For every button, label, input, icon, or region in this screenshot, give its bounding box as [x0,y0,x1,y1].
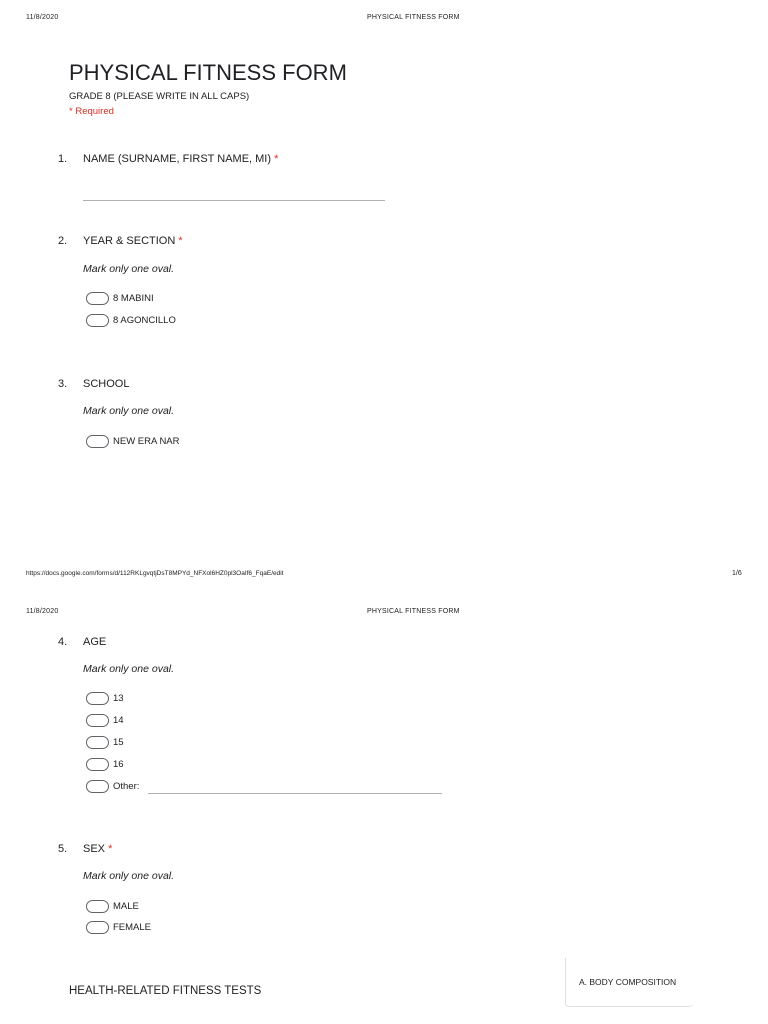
question-2-number: 2. [58,235,68,247]
radio-oval[interactable] [86,714,109,727]
radio-oval[interactable] [86,292,109,305]
question-3-text: SCHOOL [83,378,130,390]
radio-oval[interactable] [86,921,109,934]
question-1-text: NAME (SURNAME, FIRST NAME, MI) [83,153,272,165]
other-age-field[interactable] [148,793,442,794]
question-3-number: 3. [58,378,68,390]
radio-oval[interactable] [86,692,109,705]
question-5-text: SEX [83,843,106,855]
question-1-number: 1. [58,153,68,165]
form-title: PHYSICAL FITNESS FORM [69,60,347,85]
question-4-number: 4. [58,636,68,648]
question-4-label [83,636,106,648]
required-note: * Required [69,106,114,117]
required-asterisk: * [108,843,113,855]
radio-oval[interactable] [86,758,109,771]
question-1-label [83,153,278,165]
question-5-label [83,843,112,855]
radio-oval[interactable] [86,314,109,327]
section-title: HEALTH-RELATED FITNESS TESTS [69,985,262,997]
option-male[interactable] [86,899,139,913]
question-2-help: Mark only one oval. [83,263,175,275]
print-page-number: 1/6 [732,570,742,577]
print-header-date: 11/8/2020 [26,14,59,21]
option-age-14[interactable] [86,713,124,727]
option-label: MALE [113,900,139,912]
option-label: 13 [113,692,124,704]
required-asterisk: * [178,235,183,247]
question-5-help: Mark only one oval. [83,870,175,882]
option-8-agoncillo[interactable] [86,313,176,327]
section-card-label: A. BODY COMPOSITION [579,977,677,987]
radio-oval[interactable] [86,435,109,448]
question-3-label [83,378,129,390]
print-footer-url: https://docs.google.com/forms/d/112RKLgvqtjDsT8MPYd_NFXol6HZ0pl3OaIf6_FqaE/edit [26,570,284,577]
form-description: GRADE 8 (PLEASE WRITE IN ALL CAPS) [69,91,250,102]
option-label: NEW ERA NAR [113,435,180,447]
option-new-era-nar[interactable] [86,434,180,448]
question-4-help: Mark only one oval. [83,663,175,675]
option-label: FEMALE [113,921,152,933]
option-label: 8 MABINI [113,292,154,304]
print-header-title: PHYSICAL FITNESS FORM [367,14,460,21]
section-card [565,958,693,1007]
required-asterisk: * [274,153,279,165]
print-header-title: PHYSICAL FITNESS FORM [367,608,460,615]
option-age-15[interactable] [86,735,124,749]
option-age-16[interactable] [86,757,124,771]
option-age-other[interactable] [86,779,139,793]
option-label: 15 [113,736,124,748]
option-age-13[interactable] [86,691,124,705]
option-label: 8 AGONCILLO [113,314,176,326]
question-4-text: AGE [83,636,107,648]
radio-oval[interactable] [86,736,109,749]
question-5-number: 5. [58,843,68,855]
radio-oval[interactable] [86,900,109,913]
option-label: 16 [113,758,124,770]
question-2-label [83,235,183,247]
question-3-help: Mark only one oval. [83,405,175,417]
radio-oval[interactable] [86,780,109,793]
question-2-text: YEAR & SECTION [83,235,176,247]
option-label: Other: [113,780,140,792]
option-female[interactable] [86,920,151,934]
name-answer-field[interactable] [83,200,385,201]
option-8-mabini[interactable] [86,291,154,305]
option-label: 14 [113,714,124,726]
print-header-date: 11/8/2020 [26,608,59,615]
